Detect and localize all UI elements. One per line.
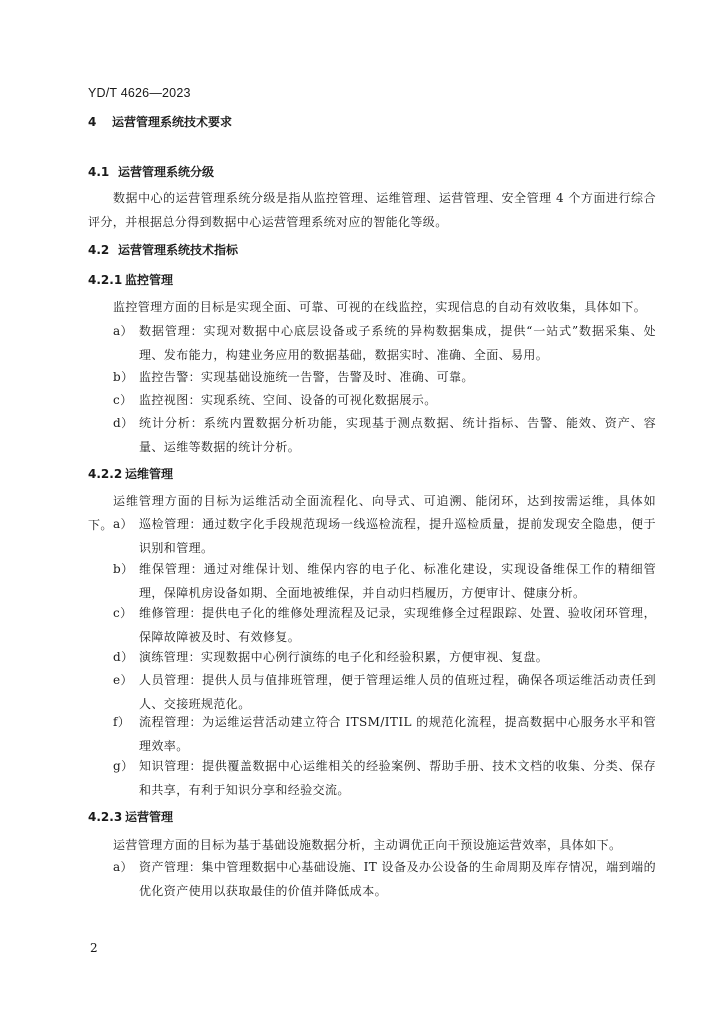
list-item-text: 流程管理：为运维运营活动建立符合 ITSM/ITIL 的规范化流程，提高数据中心服务水平和管理效率。: [139, 715, 656, 753]
list-item: [113, 754, 656, 802]
list-item: [113, 319, 656, 367]
list-marker: f）: [113, 715, 131, 729]
list-item: [113, 645, 656, 669]
section-4-2-2-heading: [88, 465, 173, 482]
list-item-text: 统计分析：系统内置数据分析功能，实现基于测点数据、统计指标、告警、能效、资产、容量、运维等数据的统计分析。: [139, 416, 656, 454]
section-number: 4.1: [88, 165, 110, 179]
list-item: [113, 365, 656, 389]
list-item-text: 巡检管理：通过数字化手段规范现场一线巡检流程，提升巡检质量，提前发现安全隐患，便于识别和管理。: [139, 517, 656, 555]
list-item: [113, 512, 656, 560]
section-4-2-heading: [88, 241, 238, 258]
section-4-2-1-intro: 监控管理方面的目标是实现全面、可靠、可视的在线监控，实现信息的自动有效收集，具体如下。: [113, 300, 647, 314]
list-marker: e）: [113, 673, 133, 687]
list-marker: c）: [113, 393, 133, 407]
list-item-text: 维保管理：通过对维保计划、维保内容的电子化、标准化建设，实现设备维保工作的精细管理，保障机房设备如期、全面地被维保，并自动归档履历，方便审计、健康分析。: [139, 562, 656, 600]
list-item-text: 监控视图：实现系统、空间、设备的可视化数据展示。: [139, 393, 437, 407]
section-4-2-1-heading: [88, 271, 173, 288]
list-item-text: 知识管理：提供覆盖数据中心运维相关的经验案例、帮助手册、技术文档的收集、分类、保存和共享，有利于知识分享和经验交流。: [139, 759, 656, 797]
list-item-text: 演练管理：实现数据中心例行演练的电子化和经验积累，方便审视、复盘。: [139, 650, 549, 664]
section-title: 运营管理系统分级: [118, 165, 215, 179]
section-title: 运营管理系统技术要求: [112, 115, 233, 129]
section-title: 运维管理: [125, 467, 174, 481]
list-marker: a）: [113, 517, 133, 531]
list-item: [113, 710, 656, 758]
section-title: 运营管理: [125, 810, 174, 824]
section-number: 4.2: [88, 243, 110, 257]
page-number: 2: [90, 941, 98, 955]
list-item-text: 维修管理：提供电子化的维修处理流程及记录，实现维修全过程跟踪、处置、验收闭环管理，保障故障被及时、有效修复。: [139, 606, 656, 644]
section-4-1-heading: [88, 163, 214, 180]
section-number: 4.2.3: [88, 810, 123, 824]
section-title: 监控管理: [125, 273, 174, 287]
section-4-heading: [88, 113, 232, 130]
section-title: 运营管理系统技术指标: [118, 243, 239, 257]
list-marker: c）: [113, 606, 133, 620]
section-4-1-paragraph: 数据中心的运营管理系统分级是指从监控管理、运维管理、运营管理、安全管理 4 个方面进行综合评分，并根据总分得到数据中心运营管理系统对应的智能化等级。: [88, 191, 656, 229]
section-number: 4: [88, 115, 97, 129]
list-item: [113, 388, 656, 412]
list-item: [113, 668, 656, 716]
section-number: 4.2.2: [88, 467, 123, 481]
list-marker: g）: [113, 759, 134, 773]
list-item: [113, 855, 656, 903]
list-item-text: 监控告警：实现基础设施统一告警，告警及时、准确、可靠。: [139, 370, 474, 384]
list-item: [113, 601, 656, 649]
list-item-text: 资产管理：集中管理数据中心基础设施、IT 设备及办公设备的生命周期及库存情况，端到端的优化资产使用以获取最佳的价值并降低成本。: [139, 860, 656, 898]
section-4-2-3-intro: 运营管理方面的目标为基于基础设施数据分析，主动调优正向干预设施运营效率，具体如下。: [113, 838, 622, 852]
list-marker: a）: [113, 860, 133, 874]
list-item: [113, 557, 656, 605]
list-item: [113, 411, 656, 459]
list-marker: d）: [113, 416, 134, 430]
section-number: 4.2.1: [88, 273, 123, 287]
section-4-2-2-intro: 运维管理方面的目标为运维活动全面流程化、向导式、可追溯、能闭环，达到按需运维，具体如下。: [88, 494, 656, 532]
list-item-text: 数据管理：实现对数据中心底层设备或子系统的异构数据集成，提供“一站式”数据采集、处理、发布能力，构建业务应用的数据基础，数据实时、准确、全面、易用。: [139, 324, 656, 362]
list-marker: d）: [113, 650, 134, 664]
list-item-text: 人员管理：提供人员与值排班管理，便于管理运维人员的值班过程，确保各项运维活动责任到人、交接班规范化。: [139, 673, 656, 711]
section-4-2-3-heading: [88, 808, 173, 825]
list-marker: b）: [113, 562, 134, 576]
list-marker: b）: [113, 370, 134, 384]
standard-code: YD/T 4626—2023: [88, 86, 191, 100]
list-marker: a）: [113, 324, 133, 338]
